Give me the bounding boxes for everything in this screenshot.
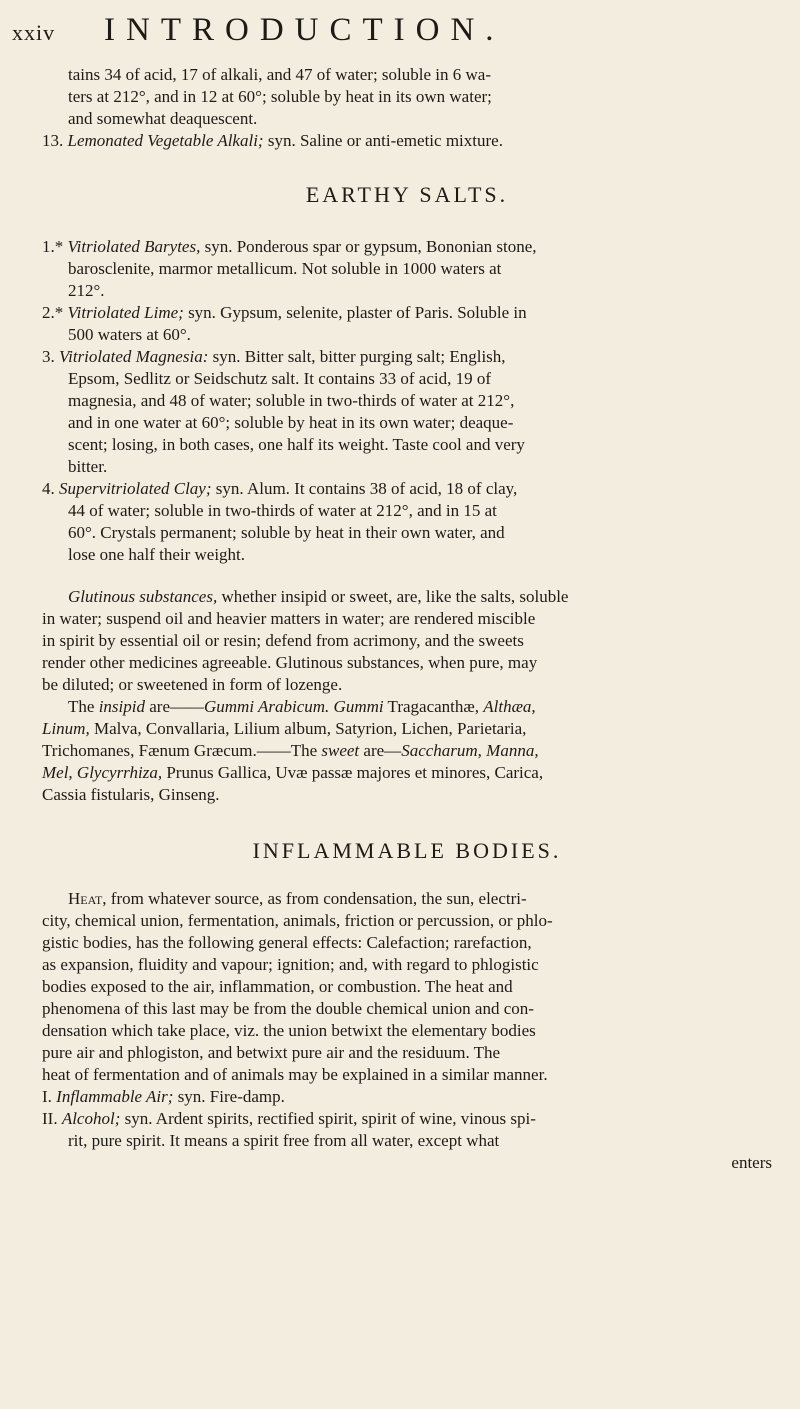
heat-paragraph: Heat, from whatever source, as from condensation, the sun, electri- city, chemical union, fermentation, animals, friction or percussion, or phlo- gistic bodies, has the following general effects: Calefaction; rarefaction, as expansion, fluidity and vapour; ignition; and, with regard to phlogistic bodies exposed to the air, inflammation, or combustion. The heat and phenomena of this last may be from the double chemical union and con- densation which take place, viz. the union betwixt the elementary bodies pure air and phlogiston, and betwixt pure air and the residuum. The heat of fermentation and of animals may be explained in a similar manner.	[42, 888, 772, 1086]
earthy-entry-4: 4. Supervitriolated Clay; syn. Alum. It contains 38 of acid, 18 of clay, 44 of water; soluble in two-thirds of water at 212°, and in 15 at 60°. Crystals permanent; soluble by heat in their own water, and lose one half their weight.	[42, 478, 772, 566]
inflammable-entry-2: II. Alcohol; syn. Ardent spirits, rectified spirit, spirit of wine, vinous spi- rit, pure spirit. It means a spirit free from all water, except what	[42, 1108, 772, 1152]
text-line: ters at 212°, and in 12 at 60°; soluble by heat in its own water;	[68, 87, 492, 106]
earthy-entry-3: 3. Vitriolated Magnesia: syn. Bitter salt, bitter purging salt; English, Epsom, Sedlitz or Seidschutz salt. It contains 33 of acid, 19 of magnesia, and 48 of water; soluble in two-thirds of water at 212°, and in one water at 60°; soluble by heat in its own water; deaque- scent; losing, in both cases, one half its weight. Taste cool and very bitter.	[42, 346, 772, 478]
text-line: city, chemical union, fermentation, animals, friction or percussion, or phlo-	[42, 911, 553, 930]
entry-name: Vitriolated Lime;	[67, 303, 184, 322]
running-head	[12, 8, 772, 52]
text-line: lose one half their weight.	[68, 545, 246, 564]
text-line: bitter.	[68, 457, 108, 476]
entry-name: Supervitriolated Clay;	[59, 479, 212, 498]
entry-name: Lemonated Vegetable Alkali;	[67, 131, 264, 150]
text-line: phenomena of this last may be from the double chemical union and con-	[42, 999, 534, 1018]
inflammable-entry-1: I. Inflammable Air; syn. Fire-damp.	[42, 1087, 285, 1106]
text-line: in water; suspend oil and heavier matters in water; are rendered miscible	[42, 609, 536, 628]
entry-name: Vitriolated Barytes,	[67, 237, 201, 256]
text-line: in spirit by essential oil or resin; defend from acrimony, and the sweets	[42, 631, 524, 650]
entry-13: 13. Lemonated Vegetable Alkali; syn. Saline or anti-emetic mixture.	[42, 131, 503, 150]
glutinous-paragraph: Glutinous substances, whether insipid or sweet, are, like the salts, soluble in water; suspend oil and heavier matters in water; are rendered miscible in spirit by essential oil or resin; defend from acrimony, and the sweets render other medicines agreeable. Glutinous substances, when pure, may be diluted; or sweetened in form of lozenge.	[42, 586, 772, 696]
text-line: heat of fermentation and of animals may be explained in a similar manner.	[42, 1065, 548, 1084]
text-line: barosclenite, marmor metallicum. Not soluble in 1000 waters at	[68, 259, 502, 278]
catchword: enters	[731, 1153, 772, 1172]
text-line: 44 of water; soluble in two-thirds of water at 212°, and in 15 at	[68, 501, 497, 520]
section-heading-inflammable-bodies: INFLAMMABLE BODIES.	[252, 838, 562, 863]
earthy-entry-1: 1.* Vitriolated Barytes, syn. Ponderous spar or gypsum, Bononian stone, barosclenite, marmor metallicum. Not soluble in 1000 waters at 212°.	[42, 236, 772, 302]
running-title: INTRODUCTION.	[104, 12, 505, 48]
text-line: and in one water at 60°; soluble by heat in its own water; deaque-	[68, 413, 514, 432]
text-line: rit, pure spirit. It means a spirit free from all water, except what	[68, 1131, 500, 1150]
page-body	[42, 64, 772, 1174]
text-line: gistic bodies, has the following general effects: Calefaction; rarefaction,	[42, 933, 532, 952]
text-line: magnesia, and 48 of water; soluble in two-thirds of water at 212°,	[68, 391, 515, 410]
entry-name: Alcohol;	[61, 1109, 121, 1128]
text-line: 60°. Crystals permanent; soluble by heat in their own water, and	[68, 523, 505, 542]
text-line: 212°.	[68, 281, 105, 300]
text-line: pure air and phlogiston, and betwixt pure air and the residuum. The	[42, 1043, 501, 1062]
text-line: Cassia fistularis, Ginseng.	[42, 785, 220, 804]
continued-text	[42, 64, 772, 130]
text-line: 500 waters at 60°.	[68, 325, 191, 344]
entry-name: Vitriolated Magnesia:	[59, 347, 209, 366]
text-line: densation which take place, viz. the union betwixt the elementary bodies	[42, 1021, 536, 1040]
text-line: Epsom, Sedlitz or Seidschutz salt. It contains 33 of acid, 19 of	[68, 369, 492, 388]
text-line: be diluted; or sweetened in form of lozenge.	[42, 675, 343, 694]
section-heading-earthy-salts: EARTHY SALTS.	[305, 182, 509, 207]
text-line: as expansion, fluidity and vapour; ignition; and, with regard to phlogistic	[42, 955, 539, 974]
earthy-entry-2: 2.* Vitriolated Lime; syn. Gypsum, selenite, plaster of Paris. Soluble in 500 waters at 60°.	[42, 302, 772, 346]
text-line: and somewhat deaquescent.	[68, 109, 258, 128]
insipid-sweet-paragraph: The insipid are——Gummi Arabicum. Gummi Tragacanthæ, Althæa, Linum, Malva, Convallaria, Lilium album, Satyrion, Lichen, Parietaria, Trichomanes, Fænum Græcum.——The sweet are—Saccharum, Manna, Mel, Glycyrrhiza, Prunus Gallica, Uvæ passæ majores et minores, Carica, Cassia fistularis, Ginseng.	[42, 696, 772, 806]
page-number: xxiv	[12, 20, 56, 45]
text-line: bodies exposed to the air, inflammation, or combustion. The heat and	[42, 977, 513, 996]
text-line: scent; losing, in both cases, one half its weight. Taste cool and very	[68, 435, 525, 454]
entry-name: Inflammable Air;	[56, 1087, 174, 1106]
text-line: tains 34 of acid, 17 of alkali, and 47 of water; soluble in 6 wa-	[68, 65, 491, 84]
text-line: render other medicines agreeable. Glutinous substances, when pure, may	[42, 653, 538, 672]
